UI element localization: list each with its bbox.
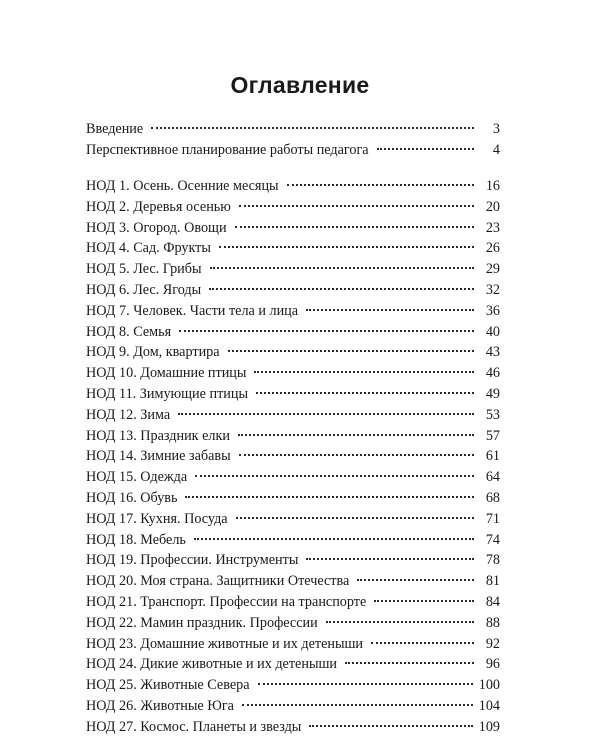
toc-entry-page-number: 3 <box>492 121 500 137</box>
toc-entry <box>86 571 500 592</box>
page-title: Оглавление <box>230 72 370 98</box>
toc-entry-title: НОД 4. Сад. Фрукты <box>86 240 211 257</box>
toc-entry-page-number: 57 <box>485 427 500 444</box>
toc-entry-page-number: 16 <box>485 178 500 194</box>
toc-entry-page-number: 84 <box>485 593 500 610</box>
toc-entry <box>86 259 500 280</box>
toc-entry-page-number: 43 <box>485 344 500 361</box>
dot-leader <box>357 579 474 581</box>
toc-entry <box>86 363 500 384</box>
toc-entry-title: НОД 18. Мебель <box>86 531 186 548</box>
toc-entry-page-number: 78 <box>485 552 500 569</box>
toc-entry-page-number: 100 <box>478 677 500 694</box>
toc-entry-title: НОД 21. Транспорт. Профессии на транспорте <box>86 593 367 610</box>
toc-entry-title: НОД 15. Одежда <box>86 469 188 486</box>
toc-entry-title: НОД 10. Домашние птицы <box>86 365 247 382</box>
toc-entry <box>86 446 500 467</box>
dot-leader <box>210 267 474 269</box>
toc-entry-title: НОД 3. Огород. Овощи <box>86 219 227 236</box>
dot-leader <box>345 662 474 664</box>
toc-entry <box>86 140 500 161</box>
toc-entry-page-number: 20 <box>485 198 500 215</box>
dot-leader <box>242 704 473 706</box>
toc-entry <box>86 119 500 140</box>
dot-leader <box>219 246 474 248</box>
toc-entry-title: НОД 16. Обувь <box>86 489 178 506</box>
toc-entry-page-number: 32 <box>485 281 500 298</box>
toc-entry <box>86 322 500 343</box>
dot-leader <box>228 350 474 352</box>
toc-entry-page-number: 109 <box>478 718 500 735</box>
dot-leader <box>239 205 474 207</box>
dot-leader <box>194 538 474 540</box>
toc-entry-title: НОД 13. Праздник елки <box>86 427 230 444</box>
toc-entry-title: НОД 22. Мамин праздник. Профессии <box>86 614 318 631</box>
toc-entry-title: НОД 1. Осень. Осенние месяцы <box>86 178 279 194</box>
dot-leader <box>326 621 474 623</box>
toc-entry <box>86 384 500 405</box>
toc-entry-page-number: 23 <box>485 219 500 236</box>
dot-leader <box>287 184 474 186</box>
toc-entry-title: НОД 17. Кухня. Посуда <box>86 510 228 527</box>
toc-entry <box>86 654 500 675</box>
toc-entry <box>86 550 500 571</box>
dot-leader <box>209 288 474 290</box>
toc-entry-title: НОД 25. Животные Севера <box>86 677 250 694</box>
toc-entry-page-number: 88 <box>485 614 500 631</box>
toc-entry <box>86 509 500 530</box>
toc-entry <box>86 488 500 509</box>
dot-leader <box>195 475 474 477</box>
toc-intro-list <box>86 119 500 161</box>
toc-entry <box>86 696 500 717</box>
toc-entry-page-number: 64 <box>485 469 500 486</box>
toc-entry <box>86 426 500 447</box>
dot-leader <box>185 496 474 498</box>
toc-entry-title: НОД 5. Лес. Грибы <box>86 261 202 278</box>
dot-leader <box>256 392 474 394</box>
toc-entry <box>86 238 500 259</box>
toc-entry <box>86 405 500 426</box>
toc-entry-page-number: 81 <box>485 573 500 590</box>
toc-entry-page-number: 4 <box>492 141 500 158</box>
dot-leader <box>306 309 474 311</box>
toc-entry <box>86 592 500 613</box>
toc-entry <box>86 280 500 301</box>
toc-entry-page-number: 61 <box>485 448 500 465</box>
toc-entry-page-number: 96 <box>485 656 500 673</box>
dot-leader <box>179 330 474 332</box>
toc-entry-page-number: 92 <box>485 635 500 652</box>
toc-entry-title: НОД 23. Домашние животные и их детеныши <box>86 635 364 652</box>
toc-entry-page-number: 104 <box>478 697 500 714</box>
dot-leader <box>306 558 474 560</box>
dot-leader <box>151 127 474 129</box>
toc-entry-page-number: 26 <box>485 240 500 257</box>
toc-entry-title: НОД 19. Профессии. Инструменты <box>86 552 299 569</box>
toc-entry-page-number: 71 <box>485 510 500 527</box>
toc-entry-title: НОД 24. Дикие животные и их детеныши <box>86 656 337 673</box>
toc-entry-title: НОД 11. Зимующие птицы <box>86 385 249 402</box>
toc-entry <box>86 197 500 218</box>
dot-leader <box>236 517 474 519</box>
toc-entry <box>86 675 500 696</box>
toc-entry-title: НОД 2. Деревья осенью <box>86 198 231 215</box>
toc-entry-title: НОД 14. Зимние забавы <box>86 448 231 465</box>
dot-leader <box>254 371 474 373</box>
toc-entry-page-number: 46 <box>485 365 500 382</box>
toc-entry-title: Перспективное планирование работы педагога <box>86 141 369 158</box>
toc-entry-page-number: 53 <box>485 406 500 423</box>
dot-leader <box>239 454 474 456</box>
toc-entry-title: Введение <box>86 121 144 137</box>
toc-entry-page-number: 49 <box>485 385 500 402</box>
toc-entry-page-number: 36 <box>485 302 500 319</box>
toc-entry <box>86 342 500 363</box>
toc-entry-title: НОД 8. Семья <box>86 323 172 340</box>
dot-leader <box>374 600 474 602</box>
toc-entry-title: НОД 6. Лес. Ягоды <box>86 281 202 298</box>
toc-list <box>86 176 500 738</box>
dot-leader <box>235 226 474 228</box>
toc-entry-page-number: 40 <box>485 323 500 340</box>
toc-entry-title: НОД 26. Животные Юга <box>86 697 234 714</box>
toc-entry <box>86 613 500 634</box>
toc-entry-page-number: 74 <box>485 531 500 548</box>
dot-leader <box>371 642 474 644</box>
toc-entry <box>86 717 500 738</box>
toc-entry-title: НОД 7. Человек. Части тела и лица <box>86 302 299 319</box>
toc-entry-page-number: 68 <box>485 489 500 506</box>
toc-entry <box>86 467 500 488</box>
toc-entry-title: НОД 12. Зима <box>86 406 171 423</box>
dot-leader <box>377 148 474 150</box>
dot-leader <box>178 413 474 415</box>
toc-entry <box>86 218 500 239</box>
toc-entry-title: НОД 20. Моя страна. Защитники Отечества <box>86 573 350 590</box>
toc-entry <box>86 301 500 322</box>
dot-leader <box>309 725 472 727</box>
toc-entry-title: НОД 27. Космос. Планеты и звезды <box>86 718 302 735</box>
toc-entry <box>86 634 500 655</box>
dot-leader <box>258 683 473 685</box>
toc-entry <box>86 176 500 197</box>
toc-entry <box>86 530 500 551</box>
dot-leader <box>238 434 474 436</box>
toc-entry-page-number: 29 <box>485 261 500 278</box>
toc-entry-title: НОД 9. Дом, квартира <box>86 344 220 361</box>
